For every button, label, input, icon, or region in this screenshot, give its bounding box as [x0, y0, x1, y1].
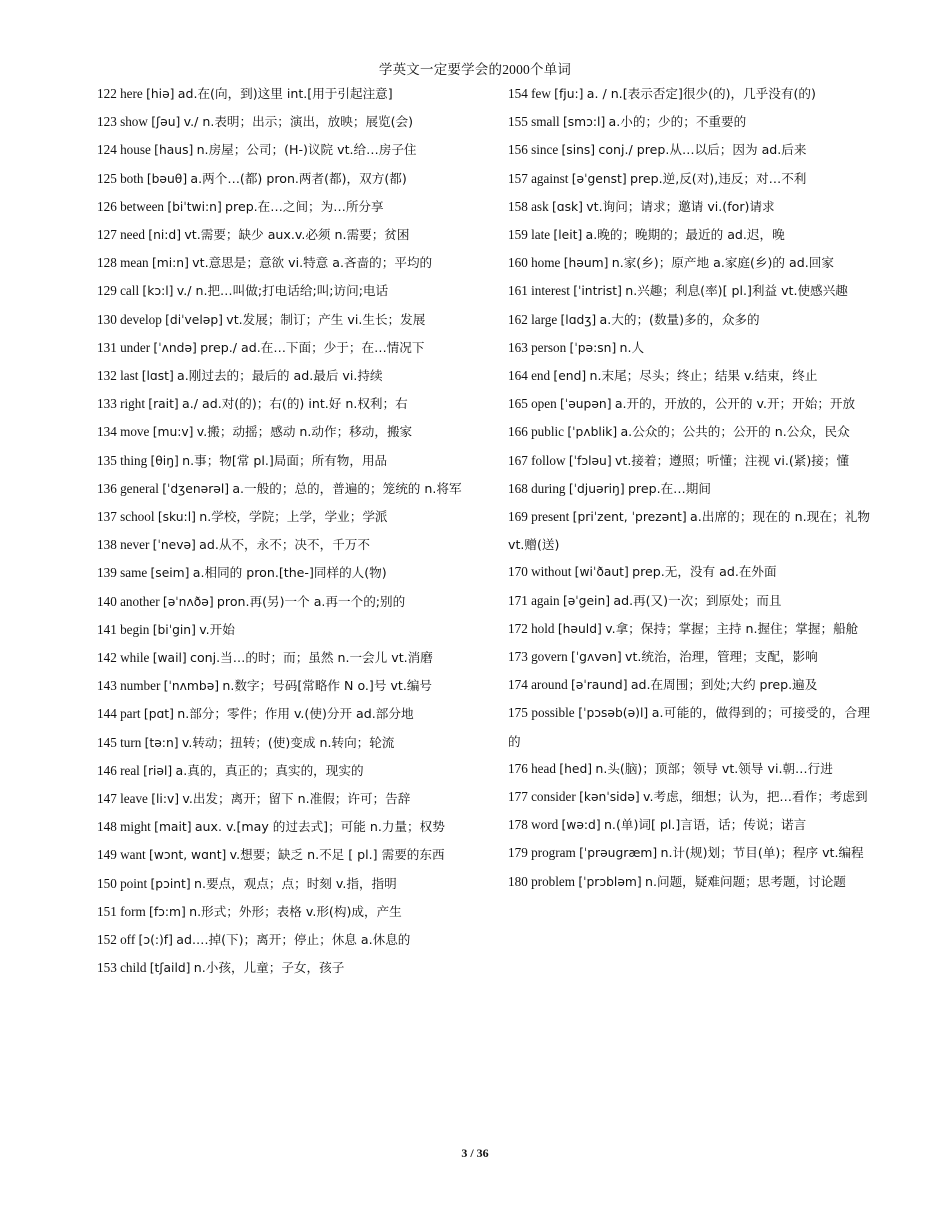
entry-definition: n.家(乡)；原产地 a.家庭(乡)的 ad.回家 — [611, 255, 834, 271]
entry-number: 139 — [97, 565, 117, 581]
entry-phonetic: [mi:n] — [151, 256, 189, 271]
entry-definition: v.想要；缺乏 n.不足 [ pl.] 需要的东西 — [229, 847, 445, 863]
vocab-entry — [508, 221, 870, 249]
entry-number: 157 — [508, 170, 528, 186]
entry-word: want — [120, 847, 146, 863]
vocab-entry — [97, 926, 465, 954]
vocab-entry — [508, 868, 870, 896]
entry-word: real — [120, 762, 140, 778]
entry-word: large — [531, 311, 558, 327]
vocab-entry — [508, 193, 870, 221]
entry-definition: v.拿；保持；掌握；主持 n.握住；掌握；船舱 — [605, 620, 859, 636]
entry-phonetic: [haus] — [154, 143, 194, 158]
entry-phonetic: [əˈgein] — [562, 593, 611, 608]
vocab-entry — [97, 700, 465, 728]
entry-phonetic: [wɔnt, wɑnt] — [149, 848, 227, 863]
entry-phonetic: [ˈpɔsəb(ə)l] — [578, 706, 649, 721]
entry-word: show — [120, 114, 148, 130]
vocab-entry — [97, 306, 465, 334]
vocab-entry — [508, 671, 870, 699]
entry-number: 148 — [97, 819, 117, 835]
entry-phonetic: [biˈgin] — [152, 622, 196, 637]
entry-phonetic: [diˈveləp] — [165, 312, 223, 327]
entry-phonetic: [leit] — [553, 228, 583, 243]
vocab-entry — [97, 362, 465, 390]
entry-definition: ad.在(向，到)这里 int.[用于引起注意] — [177, 86, 393, 101]
entry-word: ask — [531, 198, 549, 214]
entry-phonetic: [bəuθ] — [146, 171, 188, 186]
vocab-entry — [97, 588, 465, 616]
entry-number: 159 — [508, 227, 528, 243]
entry-number: 156 — [508, 142, 528, 158]
entry-number: 140 — [97, 593, 117, 609]
entry-definition: vt.意思是；意欲 vi.特意 a.吝啬的；平均的 — [192, 255, 433, 271]
vocab-entry — [97, 418, 465, 446]
entry-number: 177 — [508, 789, 528, 805]
entry-number: 143 — [97, 678, 117, 694]
entry-phonetic: [sins] — [561, 143, 596, 158]
entry-phonetic: [kɔ:l] — [142, 284, 174, 299]
entry-definition: prep./ ad.在…下面；少于；在…情况下 — [200, 339, 425, 355]
entry-word: interest — [531, 283, 570, 299]
vocab-entry — [97, 729, 465, 757]
entry-word: possible — [531, 705, 575, 721]
entry-phonetic: [ˈdjuəriŋ] — [568, 481, 625, 496]
entry-number: 128 — [97, 255, 117, 271]
entry-definition: a.两个…(都) pron.两者(都)，双方(都) — [190, 170, 407, 186]
entry-number: 171 — [508, 592, 528, 608]
entry-word: general — [120, 480, 159, 496]
entry-word: without — [531, 564, 572, 580]
entry-number: 129 — [97, 283, 117, 299]
entry-number: 132 — [97, 368, 117, 384]
entry-phonetic: [mu:v] — [152, 425, 194, 440]
vocab-entry — [97, 249, 465, 277]
vocab-column-right — [508, 80, 870, 896]
entry-phonetic: [ˈprɔbləm] — [578, 874, 642, 889]
entry-definition: a.可能的，做得到的；可接受的，合理的 — [508, 705, 871, 749]
entry-definition: ad.…掉(下)；离开；停止；休息 a.休息的 — [176, 932, 411, 948]
entry-definition: v.搬；动摇；感动 n.动作；移动，搬家 — [196, 424, 413, 440]
vocab-column-left — [97, 80, 465, 983]
entry-number: 150 — [97, 875, 117, 891]
entry-word: begin — [120, 621, 150, 637]
entry-word: never — [120, 537, 150, 553]
entry-phonetic: [hiə] — [146, 87, 175, 101]
entry-word: during — [531, 480, 566, 496]
vocab-entry — [97, 841, 465, 869]
entry-definition: vt.询问；请求；邀请 vi.(for)请求 — [586, 198, 775, 214]
entry-word: head — [531, 760, 556, 776]
entry-phonetic: [əˈnʌðə] — [162, 594, 214, 609]
entry-phonetic: [hed] — [559, 761, 593, 776]
entry-number: 174 — [508, 677, 528, 693]
entry-word: last — [120, 368, 139, 384]
entry-definition: n.部分；零件；作用 v.(使)分开 ad.部分地 — [177, 706, 414, 722]
entry-word: turn — [120, 734, 142, 750]
entry-word: move — [120, 424, 150, 440]
page-number: 3 / 36 — [461, 1146, 489, 1160]
entry-number: 163 — [508, 339, 528, 355]
entry-definition: aux. v.[may 的过去式]；可能 n.力量；权势 — [194, 819, 445, 835]
entry-definition: conj./ prep.从…以后；因为 ad.后来 — [598, 142, 807, 158]
entry-word: thing — [120, 452, 148, 468]
entry-definition: vt.发展；制订；产生 vi.生长；发展 — [226, 311, 426, 327]
entry-definition: n.学校，学院；上学，学业；学派 — [199, 509, 388, 525]
entry-definition: n.人 — [619, 339, 645, 355]
entry-phonetic: [ʃəu] — [151, 115, 181, 130]
vocab-entry — [508, 108, 870, 136]
entry-definition: v.开始 — [199, 621, 235, 637]
entry-phonetic: [priˈzent, ˈprezənt] — [572, 510, 687, 525]
vocab-entry — [97, 475, 465, 503]
entry-phonetic: [θiŋ] — [150, 453, 179, 468]
entry-definition: n.要点，观点；点；时刻 v.指，指明 — [193, 875, 397, 891]
entry-word: same — [120, 565, 148, 581]
entry-word: small — [531, 114, 560, 130]
entry-definition: n.数字；号码[常略作 N o.]号 vt.编号 — [222, 678, 433, 694]
vocab-entry — [97, 503, 465, 531]
entry-word: since — [531, 142, 559, 158]
vocab-entry — [508, 839, 870, 867]
entry-phonetic: [həum] — [563, 256, 609, 271]
entry-word: another — [120, 593, 160, 609]
entry-phonetic: [tə:n] — [144, 735, 179, 750]
entry-number: 122 — [97, 86, 117, 101]
entry-word: person — [531, 339, 567, 355]
vocab-entry — [97, 531, 465, 559]
entry-word: present — [531, 509, 570, 525]
vocab-entry — [508, 475, 870, 503]
entry-number: 164 — [508, 368, 528, 384]
entry-phonetic: [tʃaild] — [149, 961, 191, 976]
entry-number: 180 — [508, 873, 528, 889]
entry-definition: a.晚的；晚期的；最近的 ad.迟，晚 — [585, 227, 785, 243]
vocab-entry — [97, 870, 465, 898]
entry-number: 167 — [508, 452, 528, 468]
vocab-entry — [97, 813, 465, 841]
entry-definition: v./ n.表明；出示；演出，放映；展览(会) — [183, 114, 414, 130]
vocab-entry — [508, 306, 870, 334]
entry-definition: n.事；物[常 pl.]局面；所有物，用品 — [182, 452, 388, 468]
page-title: 学英文一定要学会的2000个单词 — [378, 62, 572, 77]
entry-phonetic: [wə:d] — [561, 818, 601, 833]
entry-phonetic: [pɔint] — [150, 876, 191, 891]
entry-word: child — [120, 960, 147, 976]
vocab-entry — [508, 503, 870, 558]
entry-phonetic: [fɔ:m] — [149, 904, 186, 919]
entry-number: 134 — [97, 424, 117, 440]
entry-word: public — [531, 424, 565, 440]
entry-number: 142 — [97, 650, 117, 666]
entry-definition: prep.无，没有 ad.在外面 — [632, 564, 777, 580]
entry-definition: n.末尾；尽头；终止；结果 v.结束，终止 — [589, 368, 818, 384]
entry-phonetic: [əˈgenst] — [571, 171, 627, 186]
entry-word: off — [120, 932, 136, 948]
vocab-entry — [97, 785, 465, 813]
entry-word: open — [531, 396, 557, 412]
entry-number: 127 — [97, 227, 117, 243]
entry-definition: n.问题，疑难问题；思考题，讨论题 — [644, 873, 846, 889]
vocab-entry — [508, 699, 870, 754]
entry-number: 147 — [97, 791, 117, 807]
vocab-entry — [97, 954, 465, 982]
vocab-entry — [97, 277, 465, 305]
entry-definition: n.形式；外形；表格 v.形(构)成，产生 — [189, 903, 402, 919]
entry-number: 124 — [97, 142, 117, 158]
entry-word: few — [531, 86, 551, 101]
entry-number: 166 — [508, 424, 528, 440]
entry-phonetic: [ˈəupən] — [560, 397, 612, 412]
entry-phonetic: [əˈraund] — [571, 678, 628, 693]
entry-word: govern — [531, 649, 568, 665]
entry-phonetic: [smɔ:l] — [562, 115, 606, 130]
entry-phonetic: [wiˈðaut] — [574, 565, 629, 580]
entry-word: house — [120, 142, 151, 158]
entry-definition: a./ ad.对(的)；右(的) int.好 n.权利；右 — [182, 396, 408, 412]
entry-definition: n.头(脑)；顶部；领导 vt.领导 vi.朝…行进 — [595, 760, 833, 776]
vocab-entry — [508, 165, 870, 193]
entry-definition: vt.需要；缺少 aux.v.必须 n.需要；贫困 — [184, 227, 410, 243]
entry-number: 169 — [508, 509, 528, 525]
entry-number: 136 — [97, 480, 117, 496]
entry-definition: a.刚过去的；最后的 ad.最后 vi.持续 — [177, 368, 383, 384]
entry-word: leave — [120, 791, 148, 807]
entry-definition: prep.逆,反(对),违反；对…不利 — [629, 170, 807, 186]
entry-number: 145 — [97, 734, 117, 750]
vocab-entry — [97, 898, 465, 926]
entry-word: here — [120, 86, 143, 101]
vocab-entry — [508, 80, 870, 108]
entry-number: 162 — [508, 311, 528, 327]
entry-phonetic: [seim] — [150, 566, 190, 581]
entry-phonetic: [ˈfɔləu] — [568, 453, 612, 468]
entry-number: 149 — [97, 847, 117, 863]
entry-number: 146 — [97, 762, 117, 778]
entry-definition: prep.在…期间 — [627, 480, 711, 496]
vocab-entry — [97, 136, 465, 164]
entry-phonetic: [ˈnevə] — [152, 538, 196, 553]
entry-number: 172 — [508, 620, 528, 636]
entry-word: consider — [531, 789, 576, 805]
entry-word: while — [120, 650, 150, 666]
entry-number: 138 — [97, 537, 117, 553]
entry-phonetic: [sku:l] — [157, 510, 196, 525]
vocab-entry — [508, 249, 870, 277]
entry-word: school — [120, 509, 155, 525]
entry-number: 131 — [97, 339, 117, 355]
vocab-entry — [97, 390, 465, 418]
entry-definition: n.(单)词[ pl.]言语，话；传说；诺言 — [603, 817, 807, 833]
entry-number: 135 — [97, 452, 117, 468]
entry-phonetic: [ni:d] — [148, 228, 182, 243]
vocab-entry — [97, 757, 465, 785]
entry-word: around — [531, 677, 568, 693]
entry-number: 153 — [97, 960, 117, 976]
entry-number: 141 — [97, 621, 117, 637]
entry-number: 154 — [508, 86, 528, 101]
entry-phonetic: [rait] — [148, 397, 179, 412]
vocab-entry — [508, 783, 870, 811]
entry-definition: n.计(规)划；节目(单)；程序 vt.编程 — [660, 845, 864, 861]
entry-phonetic: [ˈdʒenərəl] — [162, 481, 230, 496]
entry-word: again — [531, 592, 560, 608]
entry-phonetic: [li:v] — [151, 792, 180, 807]
entry-word: call — [120, 283, 140, 299]
entry-number: 178 — [508, 817, 528, 833]
vocab-entry — [508, 362, 870, 390]
vocab-entry — [508, 447, 870, 475]
entry-definition: ad.在周围；到处;大约 prep.遍及 — [630, 677, 818, 693]
vocab-entry — [97, 672, 465, 700]
entry-definition: v.转动；扭转；(使)变成 n.转向；轮流 — [181, 734, 395, 750]
entry-phonetic: [ˈintrist] — [573, 284, 622, 299]
entry-definition: v./ n.把…叫做;打电话给;叫;访问;电话 — [176, 283, 389, 299]
vocab-entry — [97, 616, 465, 644]
vocab-entry — [508, 334, 870, 362]
entry-phonetic: [wail] — [152, 651, 187, 666]
entry-definition: a.出席的；现在的 n.现在；礼物 vt.赠(送) — [508, 509, 871, 553]
entry-phonetic: [biˈtwi:n] — [167, 199, 222, 214]
entry-number: 126 — [97, 198, 117, 214]
entry-phonetic: [end] — [553, 369, 587, 384]
vocab-entry — [508, 136, 870, 164]
entry-definition: ad.再(又)一次；到原处；而且 — [613, 592, 782, 608]
vocab-entry — [97, 221, 465, 249]
entry-phonetic: [ɑsk] — [551, 199, 583, 214]
entry-number: 175 — [508, 705, 528, 721]
entry-phonetic: [fju:] — [554, 87, 584, 101]
vocab-entry — [97, 644, 465, 672]
entry-definition: a.公众的；公共的；公开的 n.公众，民众 — [620, 424, 850, 440]
entry-phonetic: [ˈnʌmbə] — [163, 679, 220, 694]
entry-number: 176 — [508, 760, 528, 776]
entry-word: develop — [120, 311, 162, 327]
entry-definition: vt.统治，治理，管理；支配，影响 — [625, 649, 818, 665]
entry-definition: a.相同的 pron.[the-]同样的人(物) — [192, 565, 387, 581]
entry-word: form — [120, 903, 146, 919]
entry-definition: pron.再(另)一个 a.再一个的;别的 — [216, 593, 406, 609]
entry-definition: vt.接着；遵照；听懂；注视 vi.(紧)接；懂 — [614, 452, 850, 468]
entry-phonetic: [riəl] — [143, 763, 173, 778]
entry-definition: v.出发；离开；留下 n.准假；许可；告辞 — [182, 791, 411, 807]
entry-word: against — [531, 170, 569, 186]
entry-phonetic: [ˈgʌvən] — [571, 650, 622, 665]
entry-word: end — [531, 368, 551, 384]
entry-word: problem — [531, 873, 576, 889]
entry-number: 130 — [97, 311, 117, 327]
entry-word: might — [120, 819, 151, 835]
entry-phonetic: [lɑst] — [141, 369, 174, 384]
entry-word: word — [531, 817, 559, 833]
entry-word: right — [120, 396, 145, 412]
vocab-entry — [508, 643, 870, 671]
entry-definition: a.小的；少的；不重要的 — [608, 114, 747, 130]
vocab-entry — [97, 447, 465, 475]
entry-word: home — [531, 255, 561, 271]
vocab-entry — [97, 193, 465, 221]
entry-phonetic: [lɑdʒ] — [560, 312, 597, 327]
entry-word: number — [120, 678, 161, 694]
entry-definition: conj.当…的时；而；虽然 n.一会儿 vt.消磨 — [190, 650, 433, 666]
entry-definition: prep.在…之间；为…所分享 — [225, 198, 384, 214]
entry-phonetic: [mait] — [154, 820, 192, 835]
entry-word: follow — [531, 452, 566, 468]
vocab-entry — [508, 755, 870, 783]
entry-phonetic: [ˈprəugræm] — [579, 846, 658, 861]
entry-definition: a. / n.[表示否定]很少(的)，几乎没有(的) — [586, 86, 816, 101]
entry-phonetic: [ɔ(:)f] — [138, 933, 173, 948]
vocab-entry — [97, 108, 465, 136]
entry-phonetic: [ˈpə:sn] — [569, 340, 617, 355]
entry-word: program — [531, 845, 576, 861]
entry-phonetic: [ˈpʌblik] — [567, 425, 618, 440]
vocab-entry — [97, 80, 465, 108]
entry-number: 133 — [97, 396, 117, 412]
entry-number: 144 — [97, 706, 117, 722]
vocab-entry — [508, 558, 870, 586]
entry-number: 155 — [508, 114, 528, 130]
entry-word: under — [120, 339, 151, 355]
entry-definition: v.考虑，细想；认为，把…看作；考虑到 — [643, 789, 868, 805]
vocab-entry — [97, 334, 465, 362]
entry-phonetic: [həuld] — [557, 621, 602, 636]
entry-number: 173 — [508, 649, 528, 665]
entry-phonetic: [kənˈsidə] — [579, 790, 640, 805]
entry-number: 158 — [508, 198, 528, 214]
entry-word: hold — [531, 620, 555, 636]
entry-word: both — [120, 170, 144, 186]
entry-number: 152 — [97, 932, 117, 948]
entry-number: 125 — [97, 170, 117, 186]
vocab-entry — [508, 811, 870, 839]
entry-number: 168 — [508, 480, 528, 496]
entry-word: late — [531, 227, 551, 243]
entry-phonetic: [pɑt] — [143, 707, 174, 722]
entry-number: 123 — [97, 114, 117, 130]
vocab-entry — [508, 390, 870, 418]
entry-word: point — [120, 875, 148, 891]
entry-number: 151 — [97, 903, 117, 919]
entry-number: 165 — [508, 396, 528, 412]
entry-number: 161 — [508, 283, 528, 299]
entry-definition: a.大的；(数量)多的，众多的 — [599, 311, 760, 327]
entry-number: 170 — [508, 564, 528, 580]
vocab-entry — [508, 277, 870, 305]
vocab-entry — [97, 165, 465, 193]
entry-word: between — [120, 198, 165, 214]
entry-definition: n.兴趣；利息(率)[ pl.]利益 vt.使感兴趣 — [625, 283, 848, 299]
entry-number: 179 — [508, 845, 528, 861]
vocab-entry — [508, 615, 870, 643]
vocab-entry — [508, 418, 870, 446]
vocab-entry — [508, 587, 870, 615]
entry-definition: n.小孩，儿童；子女，孩子 — [193, 960, 345, 976]
entry-phonetic: [ˈʌndə] — [153, 340, 197, 355]
entry-word: need — [120, 227, 145, 243]
entry-number: 160 — [508, 255, 528, 271]
entry-number: 137 — [97, 509, 117, 525]
entry-definition: a.真的，真正的；真实的，现实的 — [175, 762, 364, 778]
entry-word: mean — [120, 255, 149, 271]
entry-definition: n.房屋；公司；(H-)议院 vt.给…房子住 — [196, 142, 417, 158]
entry-definition: a.开的，开放的，公开的 v.开；开始；开放 — [614, 396, 856, 412]
vocab-entry — [97, 559, 465, 587]
entry-definition: a.一般的；总的，普遍的；笼统的 n.将军 — [232, 480, 462, 496]
entry-word: part — [120, 706, 141, 722]
entry-definition: ad.从不，永不；决不，千万不 — [199, 537, 370, 553]
